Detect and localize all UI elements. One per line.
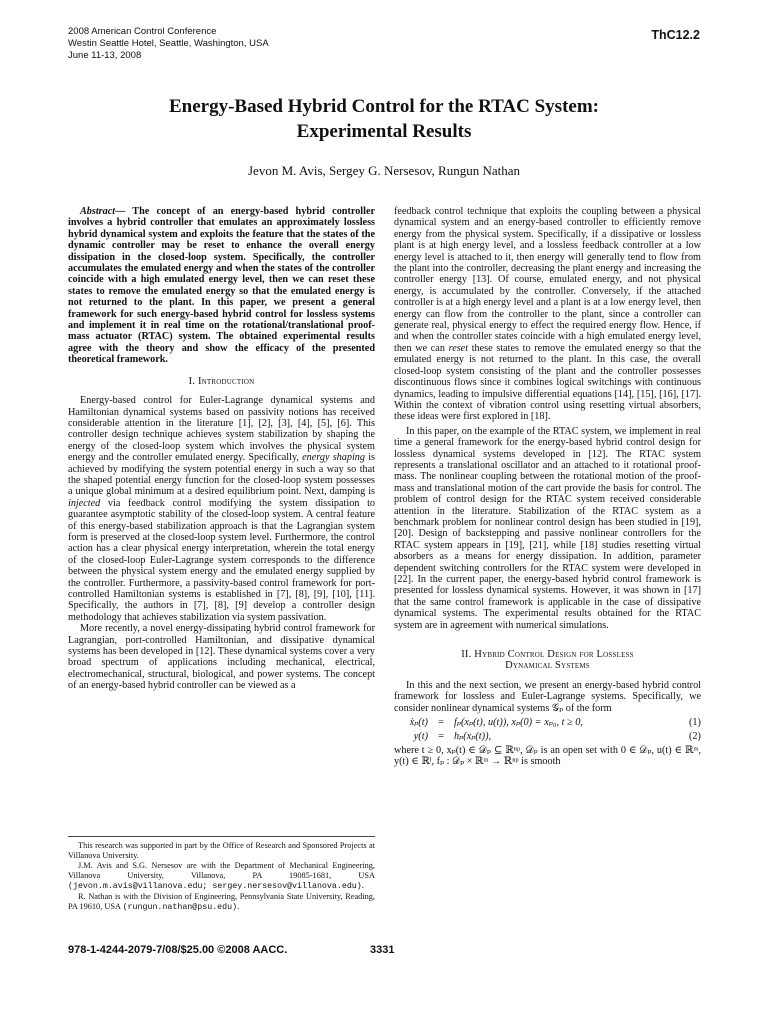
equation-lhs: ẋₚ(t) xyxy=(409,717,428,729)
right-paragraph-1 xyxy=(394,206,701,423)
section-numeral: I. xyxy=(188,375,196,387)
intro-emphasis: injected xyxy=(68,497,101,509)
equation-relation: = xyxy=(438,731,444,743)
equation-1 xyxy=(394,716,701,729)
intro-text: via feedback control modifying the system dissipation to guarantee asymptotic stability of the closed-loop system. A central feature of this energy-based stabilization approach is that the Lagrangian system form is preserved at the closed-loop system level. Furthermore, the control action has a clear physical energy interpretation, wherein the total energy of the closed-loop Euler-Lagrange system corresponds to the difference between the physical system energy and the emulated energy supplied by the controller. Furthermore, a passivity-based control framework for port-controlled Hamiltonian systems is established in [7], [8], [9], [10], [11]. Specifically, the authors in [7], [8], [9] develop a controller design methodology that achieves stabilization via system passivation. xyxy=(68,497,375,623)
footnote-funding: This research was supported in part by the Office of Research and Sponsored Projects at Villanova University. xyxy=(68,841,375,860)
intro-paragraph-1 xyxy=(68,395,375,623)
right-paragraph-3: In this and the next section, we present an energy-based hybrid control framework for lossless and Euler-Lagrange systems. Specifically, we consider nonlinear dynamical systems 𝒢ₚ of the form xyxy=(394,679,701,714)
abstract-text: — The concept of an energy-based hybrid controller involves a hybrid controller that emulates an approximately lossless hybrid dynamical system and exploits the feature that the states of the dynamic controller may be reset to enhance the overall energy dissipation in the closed-loop system. Specifically, the controller accumulates the emulated energy and when the states of the controller coincide with a high emulated energy level, then we can reset these states to remove the emulated energy so that the emulated energy is not returned to the plant. In this paper, we present a general framework for such energy-based hybrid control for lossless systems and implement it in real time on the rotational/translational proof-mass actuator (RTAC) system. The obtained experimental results agree with the theory and show the efficacy of the presented theoretical framework. xyxy=(68,206,375,366)
conference-name: 2008 American Control Conference xyxy=(68,26,217,37)
paper-title xyxy=(60,94,708,144)
paper-authors: Jevon M. Avis, Sergey G. Nersesov, Rungun Nathan xyxy=(247,163,520,178)
section-title-line-1: Hybrid Control Design for Lossless xyxy=(474,649,634,661)
equation-lhs: y(t) xyxy=(413,731,428,743)
section-title: Introduction xyxy=(197,375,255,387)
equation-relation: = xyxy=(438,717,444,729)
intro-paragraph-2: More recently, a novel energy-dissipating hybrid control framework for Lagrangian, port-controlled Hamiltonian, and dissipative dynamical systems has been developed in [12]. These dynamical systems cover a very broad spectrum of applications including mechanical, electrical, electromechanical, structural, biological, and power systems. The concept of an energy-based hybrid controller can be viewed as a xyxy=(68,623,375,692)
equation-block xyxy=(394,716,701,743)
session-code: ThC12.2 xyxy=(651,28,700,42)
intro-text: Energy-based control for Euler-Lagrange dynamical systems and Hamiltonian dynamical systems based on passivity notions has received considerable attention in the literature [1], [2], [3], [4], [5], [6]. This controller design technique achieves system stabilization by shaping the energy of the closed-loop system which involves the physical system energy and the controller emulated energy. Specifically, xyxy=(68,395,375,464)
body-text: these states to remove the emulated energy so that the emulated energy is not returned to the plant. In this case, the overall closed-loop system consisting of the plant and the controller possesses discontinuous flows since it combines logical switchings with continuous dynamics, leading to impulsive differential equations [14], [15], [16], [17]. Within the context of vibration control using resetting virtual absorbers, these ideas were first explored in [18]. xyxy=(394,342,701,423)
intro-text: is achieved by modifying the system potential energy in such a way so that the shaped potential energy function for the closed-loop system possesses a unique global minimum at a desired equilibrium point. Next, damping is xyxy=(68,452,375,498)
right-paragraph-4: where t ≥ 0, xₚ(t) ∈ 𝒟ₚ ⊆ ℝⁿᵖ, 𝒟ₚ is an open set with 0 ∈ 𝒟ₚ, u(t) ∈ ℝᵐ, y(t) ∈ ℝˡ, fₚ : 𝒟ₚ × ℝᵐ → ℝⁿᵖ is smooth xyxy=(394,745,701,768)
footnote-text: J.M. Avis and S.G. Nersesov are with the Department of Mechanical Engineering, Villanova University, Villanova, PA 19085-1681, USA xyxy=(68,861,375,880)
footnotes xyxy=(68,836,375,913)
intro-emphasis: energy shaping xyxy=(302,452,365,464)
footnote-affiliation-2 xyxy=(68,892,375,913)
paper-title-line-1: Energy-Based Hybrid Control for the RTAC System: xyxy=(169,96,599,117)
equation-number: (1) xyxy=(688,717,701,729)
footnote-text: . xyxy=(361,881,364,890)
equation-rhs: hₚ(xₚ(t)), xyxy=(454,731,492,743)
footnote-affiliation-1 xyxy=(68,861,375,892)
right-column xyxy=(394,206,701,768)
section-heading-introduction xyxy=(68,376,375,387)
body-text: feedback control technique that exploits the coupling between a physical dynamical system and an energy-based controller to efficiently remove energy from the physical system. Specifically, if a dissipative or lossless plant is at high energy level, and a lossless feedback controller at a low energy level is attached to it, then energy will generally tend to flow from the plant into the controller, decreasing the plant energy and increasing the controller energy [13]. Of course, emulated energy, and not physical energy, is accumulated by the controller. Conversely, if the attached controller is at a high energy level and a plant is at a low energy level, then energy can flow from the controller to the plant, since a controller can generate real, physical energy to effect the required energy flow. Hence, if and when the controller states coincide with a high emulated energy level, then we can xyxy=(394,206,701,354)
paper-title-line-2: Experimental Results xyxy=(296,121,472,142)
equation-number: (2) xyxy=(688,731,701,743)
left-column xyxy=(68,206,375,692)
section-title-line-2: Dynamical Systems xyxy=(505,660,590,672)
conference-dates: June 11-13, 2008 xyxy=(68,50,142,61)
equation-rhs: fₚ(xₚ(t), u(t)), xₚ(0) = xₚ₀, t ≥ 0, xyxy=(454,717,583,729)
footnote-text: . xyxy=(237,902,240,911)
abstract-lead: Abstract xyxy=(80,206,116,217)
body-emphasis: reset xyxy=(448,342,469,354)
footnote-email: (rungun.nathan@psu.edu) xyxy=(122,903,238,912)
footnote-email: (jevon.m.avis@villanova.edu; sergey.nersesov@villanova.edu) xyxy=(68,882,362,891)
abstract xyxy=(68,206,375,366)
page-number: 3331 xyxy=(370,944,395,956)
conference-venue: Westin Seattle Hotel, Seattle, Washington, USA xyxy=(68,38,269,49)
section-numeral: II. xyxy=(461,649,472,661)
conference-info xyxy=(68,26,488,62)
footnote-text: R. Nathan is with the Division of Engineering, Pennsylvania State University, Reading, PA 19610, USA xyxy=(68,892,375,911)
right-paragraph-2: In this paper, on the example of the RTAC system, we implement in real time a general framework for the energy-based hybrid control design for lossless dynamical systems developed in [12]. The RTAC system represents a translational oscillator and an attached to it rotational proof-mass. The nonlinear coupling between the rotational motion of the proof-mass and translational motion of the cart provide the basis for control. The problem of control design for the RTAC system received considerable attention in the literature. Stabilization of the RTAC system as a benchmark problem for nonlinear control design has been studied in [19], [20]. Design of backstepping and passive nonlinear controllers for the RTAC system appears in [19], [21], while [18] studies resetting virtual absorbers as a means for energy dissipation. In addition, parameter dependent switching controllers for the RTAC system were developed in [22]. In the current paper, the energy-based hybrid control framework is presented for lossless dynamical systems. However, it was shown in [17] that the same control framework is applicable in the case of dissipative dynamical systems. The experimental results obtained for the RTAC system are in agreement with numerical simulations. xyxy=(394,425,701,631)
isbn-copyright: 978-1-4244-2079-7/08/$25.00 ©2008 AACC. xyxy=(68,944,288,956)
section-heading-2 xyxy=(394,649,701,672)
equation-2 xyxy=(394,730,701,743)
